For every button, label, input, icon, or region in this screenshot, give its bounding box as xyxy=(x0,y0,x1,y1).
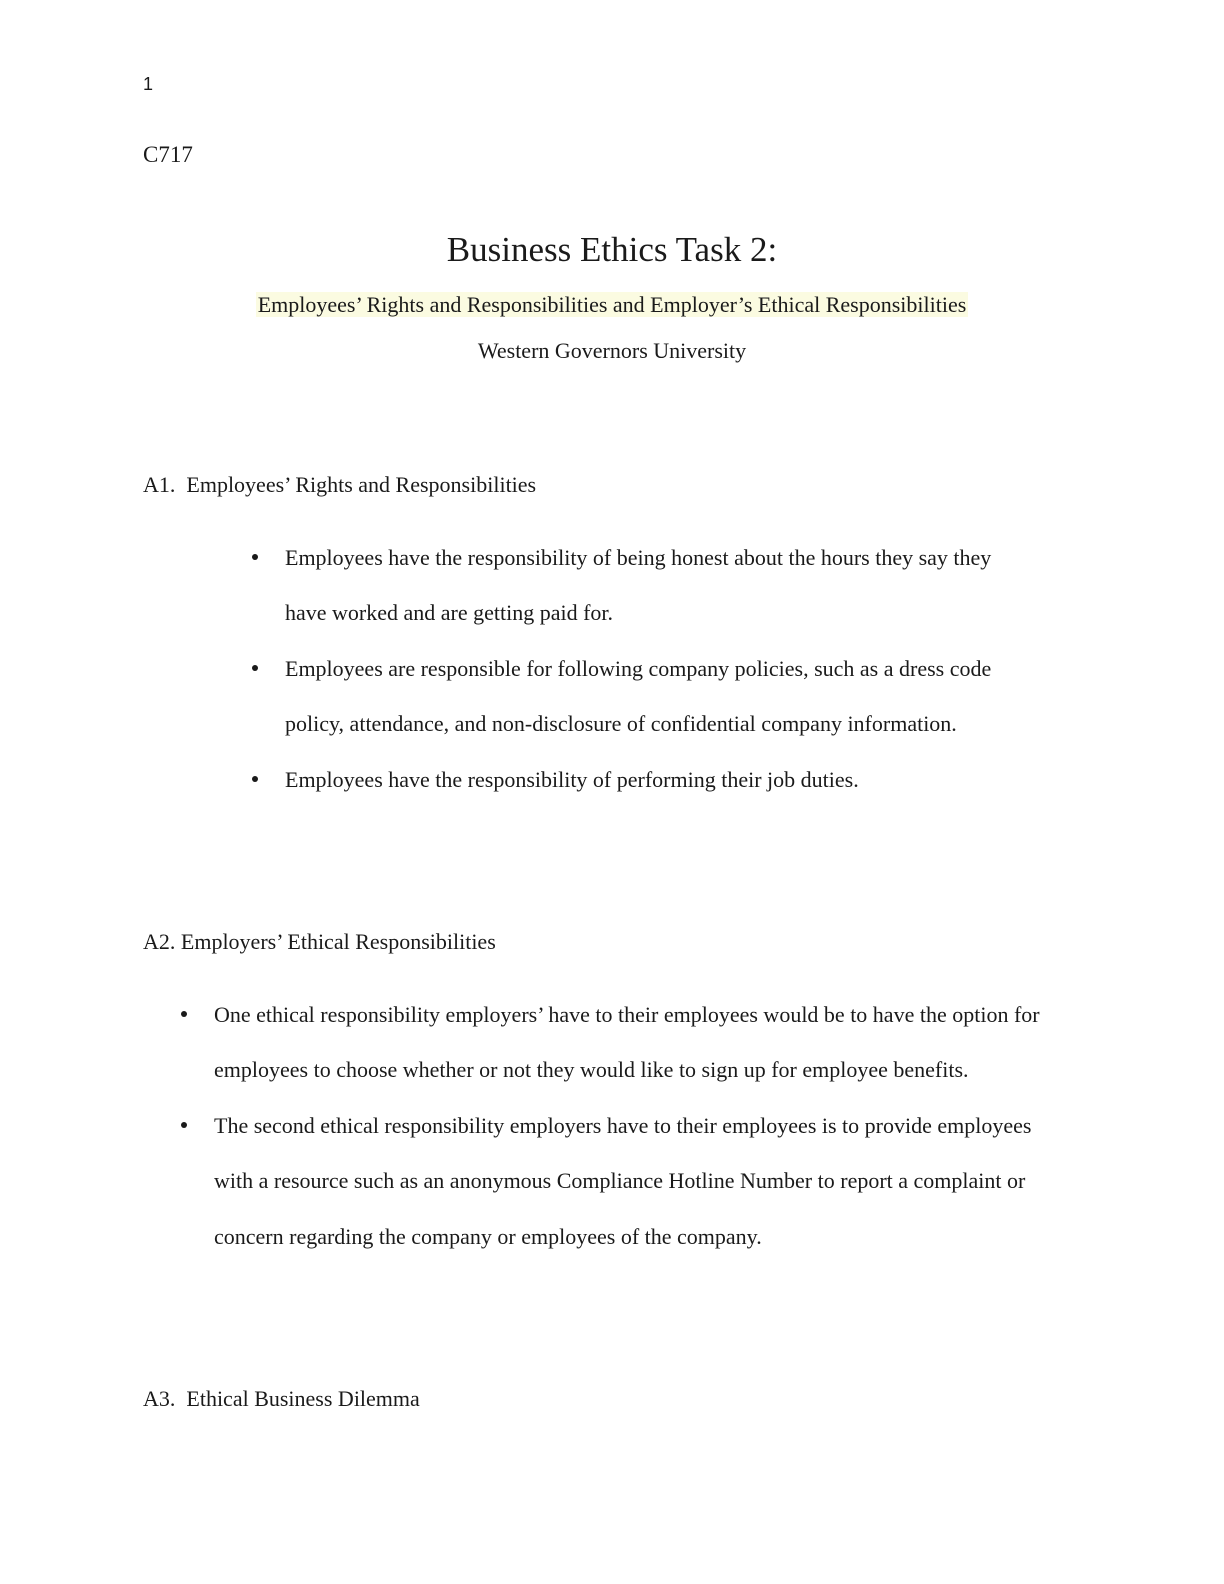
bullet-icon xyxy=(252,776,258,782)
bullet-list-a1 xyxy=(285,530,1025,807)
list-item xyxy=(285,641,1025,752)
section-heading-a1: A1. Employees’ Rights and Responsibilities xyxy=(143,472,537,497)
section-heading-a3: A3. Ethical Business Dilemma xyxy=(143,1386,420,1411)
page-number: 1 xyxy=(143,74,154,94)
institution-name: Western Governors University xyxy=(477,338,747,363)
bullet-icon xyxy=(252,665,258,671)
list-item-text: The second ethical responsibility employers have to their employees is to provide employees with a resource such as an anonymous Compliance Hotline Number to report a complaint or concern regarding the company or employees of the company. xyxy=(214,1112,1032,1249)
list-item-text: One ethical responsibility employers’ have to their employees would be to have the option for employees to choose whether or not they would like to sign up for employee benefits. xyxy=(214,1002,1040,1083)
list-item xyxy=(214,987,1064,1098)
bullet-icon xyxy=(181,1122,187,1128)
bullet-icon xyxy=(252,554,258,560)
highlighted-subtitle-text: Employees’ Rights and Responsibilities and Employer’s Ethical Responsibilities xyxy=(257,292,967,317)
bullet-list-a2 xyxy=(214,987,1064,1264)
list-item-text: Employees are responsible for following company policies, such as a dress code policy, attendance, and non-disclosure of confidential company information. xyxy=(285,655,992,737)
list-item xyxy=(285,752,1025,807)
list-item-text: Employees have the responsibility of performing their job duties. xyxy=(285,766,859,792)
list-item xyxy=(285,530,1025,641)
bullet-icon xyxy=(181,1011,187,1017)
document-subtitle xyxy=(0,292,1224,318)
section-heading-a2: A2. Employers’ Ethical Responsibilities xyxy=(143,929,496,954)
list-item xyxy=(214,1098,1064,1264)
course-code: C717 xyxy=(143,142,193,167)
list-item-text: Employees have the responsibility of being honest about the hours they say they have worked and are getting paid for. xyxy=(285,545,992,626)
document-title: Business Ethics Task 2: xyxy=(446,230,778,269)
